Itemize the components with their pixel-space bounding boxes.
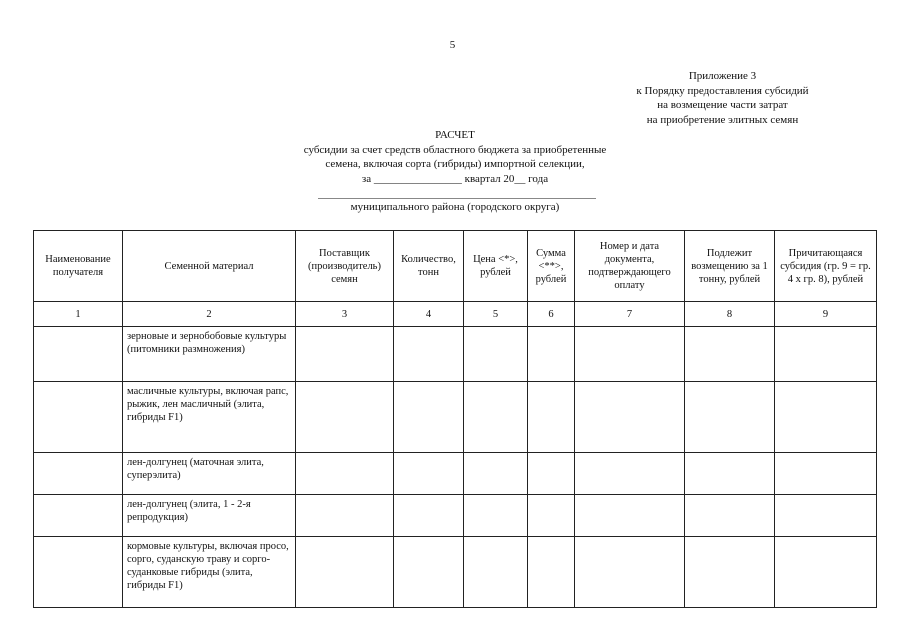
quantity-cell bbox=[394, 327, 464, 382]
header-quantity: Количество, тонн bbox=[394, 231, 464, 302]
column-number-row bbox=[34, 302, 877, 327]
header-sum: Сумма <**>, рублей bbox=[528, 231, 575, 302]
seed-material-cell: лен-долгунец (маточная элита, суперэлита) bbox=[123, 453, 296, 495]
column-number: 3 bbox=[296, 302, 394, 327]
supplier-cell bbox=[296, 327, 394, 382]
table-row bbox=[34, 537, 877, 608]
column-number: 9 bbox=[775, 302, 877, 327]
reimbursement-cell bbox=[685, 537, 775, 608]
recipient-cell bbox=[34, 495, 123, 537]
supplier-cell bbox=[296, 537, 394, 608]
price-cell bbox=[464, 327, 528, 382]
sum-cell bbox=[528, 382, 575, 453]
header-subsidy-due: Причитающаяся субсидия (гр. 9 = гр. 4 x гр. 8), рублей bbox=[775, 231, 877, 302]
reimbursement-cell bbox=[685, 327, 775, 382]
reimbursement-cell bbox=[685, 453, 775, 495]
quantity-cell bbox=[394, 495, 464, 537]
title-line: семена, включая сорта (гибриды) импортной селекции, bbox=[325, 158, 585, 170]
recipient-cell bbox=[34, 382, 123, 453]
price-cell bbox=[464, 382, 528, 453]
table-row bbox=[34, 382, 877, 453]
price-cell bbox=[464, 495, 528, 537]
column-number: 8 bbox=[685, 302, 775, 327]
column-number: 4 bbox=[394, 302, 464, 327]
price-cell bbox=[464, 453, 528, 495]
supplier-cell bbox=[296, 453, 394, 495]
quantity-cell bbox=[394, 382, 464, 453]
column-number: 6 bbox=[528, 302, 575, 327]
municipality-blank-line bbox=[318, 198, 596, 199]
supplier-cell bbox=[296, 382, 394, 453]
header-supplier: Поставщик (производитель) семян bbox=[296, 231, 394, 302]
column-number: 5 bbox=[464, 302, 528, 327]
calculation-table bbox=[33, 230, 877, 608]
subsidy-cell bbox=[775, 327, 877, 382]
payment-document-cell bbox=[575, 453, 685, 495]
payment-document-cell bbox=[575, 382, 685, 453]
payment-document-cell bbox=[575, 537, 685, 608]
municipality-label: муниципального района (городского округа) bbox=[350, 201, 560, 213]
appendix-line: Приложение 3 bbox=[688, 70, 757, 82]
recipient-cell bbox=[34, 327, 123, 382]
sum-cell bbox=[528, 537, 575, 608]
reimbursement-cell bbox=[685, 495, 775, 537]
subsidy-cell bbox=[775, 453, 877, 495]
column-number: 7 bbox=[575, 302, 685, 327]
document-title bbox=[210, 128, 700, 186]
reimbursement-cell bbox=[685, 382, 775, 453]
table-row bbox=[34, 495, 877, 537]
column-number: 2 bbox=[123, 302, 296, 327]
header-payment-document: Номер и дата документа, подтверждающего оплату bbox=[575, 231, 685, 302]
seed-material-cell: лен-долгунец (элита, 1 - 2-я репродукция) bbox=[123, 495, 296, 537]
appendix-line: на приобретение элитных семян bbox=[646, 113, 799, 126]
header-seed-material: Семенной материал bbox=[123, 231, 296, 302]
page-number: 5 bbox=[449, 39, 456, 51]
sum-cell bbox=[528, 495, 575, 537]
sum-cell bbox=[528, 453, 575, 495]
header-row bbox=[34, 231, 877, 302]
subsidy-cell bbox=[775, 382, 877, 453]
quantity-cell bbox=[394, 453, 464, 495]
header-recipient: Наименование получателя bbox=[34, 231, 123, 302]
recipient-cell bbox=[34, 537, 123, 608]
subsidy-cell bbox=[775, 495, 877, 537]
appendix-line: к Порядку предоставления субсидий bbox=[636, 84, 809, 97]
seed-material-cell: зерновые и зернобобовые культуры (питомники размножения) bbox=[123, 327, 296, 382]
table-row bbox=[34, 327, 877, 382]
subsidy-cell bbox=[775, 537, 877, 608]
appendix-line: на возмещение части затрат bbox=[657, 99, 788, 111]
seed-material-cell: кормовые культуры, включая просо, сорго, суданскую траву и сорго-суданковые гибриды (элита, гибриды F1) bbox=[123, 537, 296, 608]
header-reimbursement-per-ton: Подлежит возмещению за 1 тонну, рублей bbox=[685, 231, 775, 302]
quantity-cell bbox=[394, 537, 464, 608]
title-line: субсидии за счет средств областного бюджета за приобретенные bbox=[303, 143, 607, 156]
header-price: Цена <*>, рублей bbox=[464, 231, 528, 302]
supplier-cell bbox=[296, 495, 394, 537]
column-number: 1 bbox=[34, 302, 123, 327]
payment-document-cell bbox=[575, 495, 685, 537]
recipient-cell bbox=[34, 453, 123, 495]
payment-document-cell bbox=[575, 327, 685, 382]
price-cell bbox=[464, 537, 528, 608]
title-period-line: за ________________ квартал 20__ года bbox=[361, 172, 549, 185]
seed-material-cell: масличные культуры, включая рапс, рыжик, лен масличный (элита, гибриды F1) bbox=[123, 382, 296, 453]
sum-cell bbox=[528, 327, 575, 382]
table-row bbox=[34, 453, 877, 495]
title-heading: РАСЧЕТ bbox=[435, 129, 475, 141]
appendix-note bbox=[600, 69, 845, 127]
